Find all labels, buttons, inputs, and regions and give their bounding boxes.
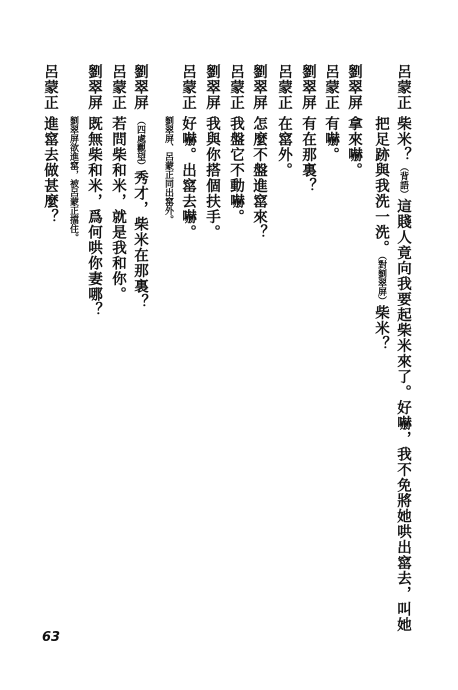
dialogue-text: 我與你搭個扶手。 [204,116,221,240]
script-line [373,64,389,352]
speaker-name: 劉翠屏 [132,64,149,111]
script-line [395,64,411,633]
dialogue-text: 拿來嚇。 [346,116,363,178]
dialogue-text: 柴米？ [373,305,390,352]
script-line [346,64,362,178]
script-line [160,64,176,224]
stage-direction: （對劉翠屏） [376,255,386,305]
stage-direction: （背語） [398,162,408,199]
speaker-name: 呂蒙正 [228,64,245,111]
script-line [86,64,102,318]
speaker-name: 呂蒙正 [276,64,293,111]
dialogue-text: 把足跡與我洗一洗。 [373,116,390,256]
stage-direction: 劉翠屏、呂蒙正同出窰外。 [163,116,173,224]
dialogue-text: 有嚇。 [323,116,340,163]
dialogue-text: 若問柴和米，就是我和你。 [110,116,127,302]
speaker-name: 呂蒙正 [323,64,340,111]
dialogue-text: 怎麼不盤進窰來？ [251,116,268,240]
speaker-name: 呂蒙正 [395,64,412,111]
stage-direction: 劉翠屏欲進窰，被呂蒙正擋住。 [68,116,78,242]
dialogue-text: 秀才，柴米在那裏？ [132,170,149,310]
dialogue-text: 我盤它不動嚇。 [228,116,245,225]
script-line [276,64,292,178]
script-line [42,64,58,225]
dialogue-text: 柴米？ [395,116,412,163]
speaker-name: 呂蒙正 [42,64,59,111]
script-line [323,64,339,163]
stage-direction: （四處觀望） [135,116,145,170]
script-line [300,64,316,194]
speaker-name: 劉翠屏 [204,64,221,111]
script-line [110,64,126,302]
speaker-name: 劉翠屏 [86,64,103,111]
script-line [180,64,196,240]
dialogue-text: 既無柴和米，爲何哄你妻哪？ [86,116,103,318]
script-line [204,64,220,240]
dialogue-text: 進窰去做甚麼？ [42,116,59,225]
dialogue-text: 好嚇。出窰去嚇。 [180,116,197,240]
script-line [65,64,81,242]
speaker-name: 劉翠屏 [251,64,268,111]
dialogue-text: 有在那裏？ [300,116,317,194]
speaker-name: 劉翠屏 [346,64,363,111]
dialogue-text: 在窰外。 [276,116,293,178]
speaker-name: 呂蒙正 [180,64,197,111]
page-number: 63 [42,630,61,645]
speaker-name: 劉翠屏 [300,64,317,111]
script-line [251,64,267,240]
dialogue-text: 這賤人竟向我要起柴米來了。好嚇，我不免將她哄出窰去，叫她 [395,198,412,633]
speaker-name: 呂蒙正 [110,64,127,111]
script-line [228,64,244,225]
script-line [132,64,148,310]
